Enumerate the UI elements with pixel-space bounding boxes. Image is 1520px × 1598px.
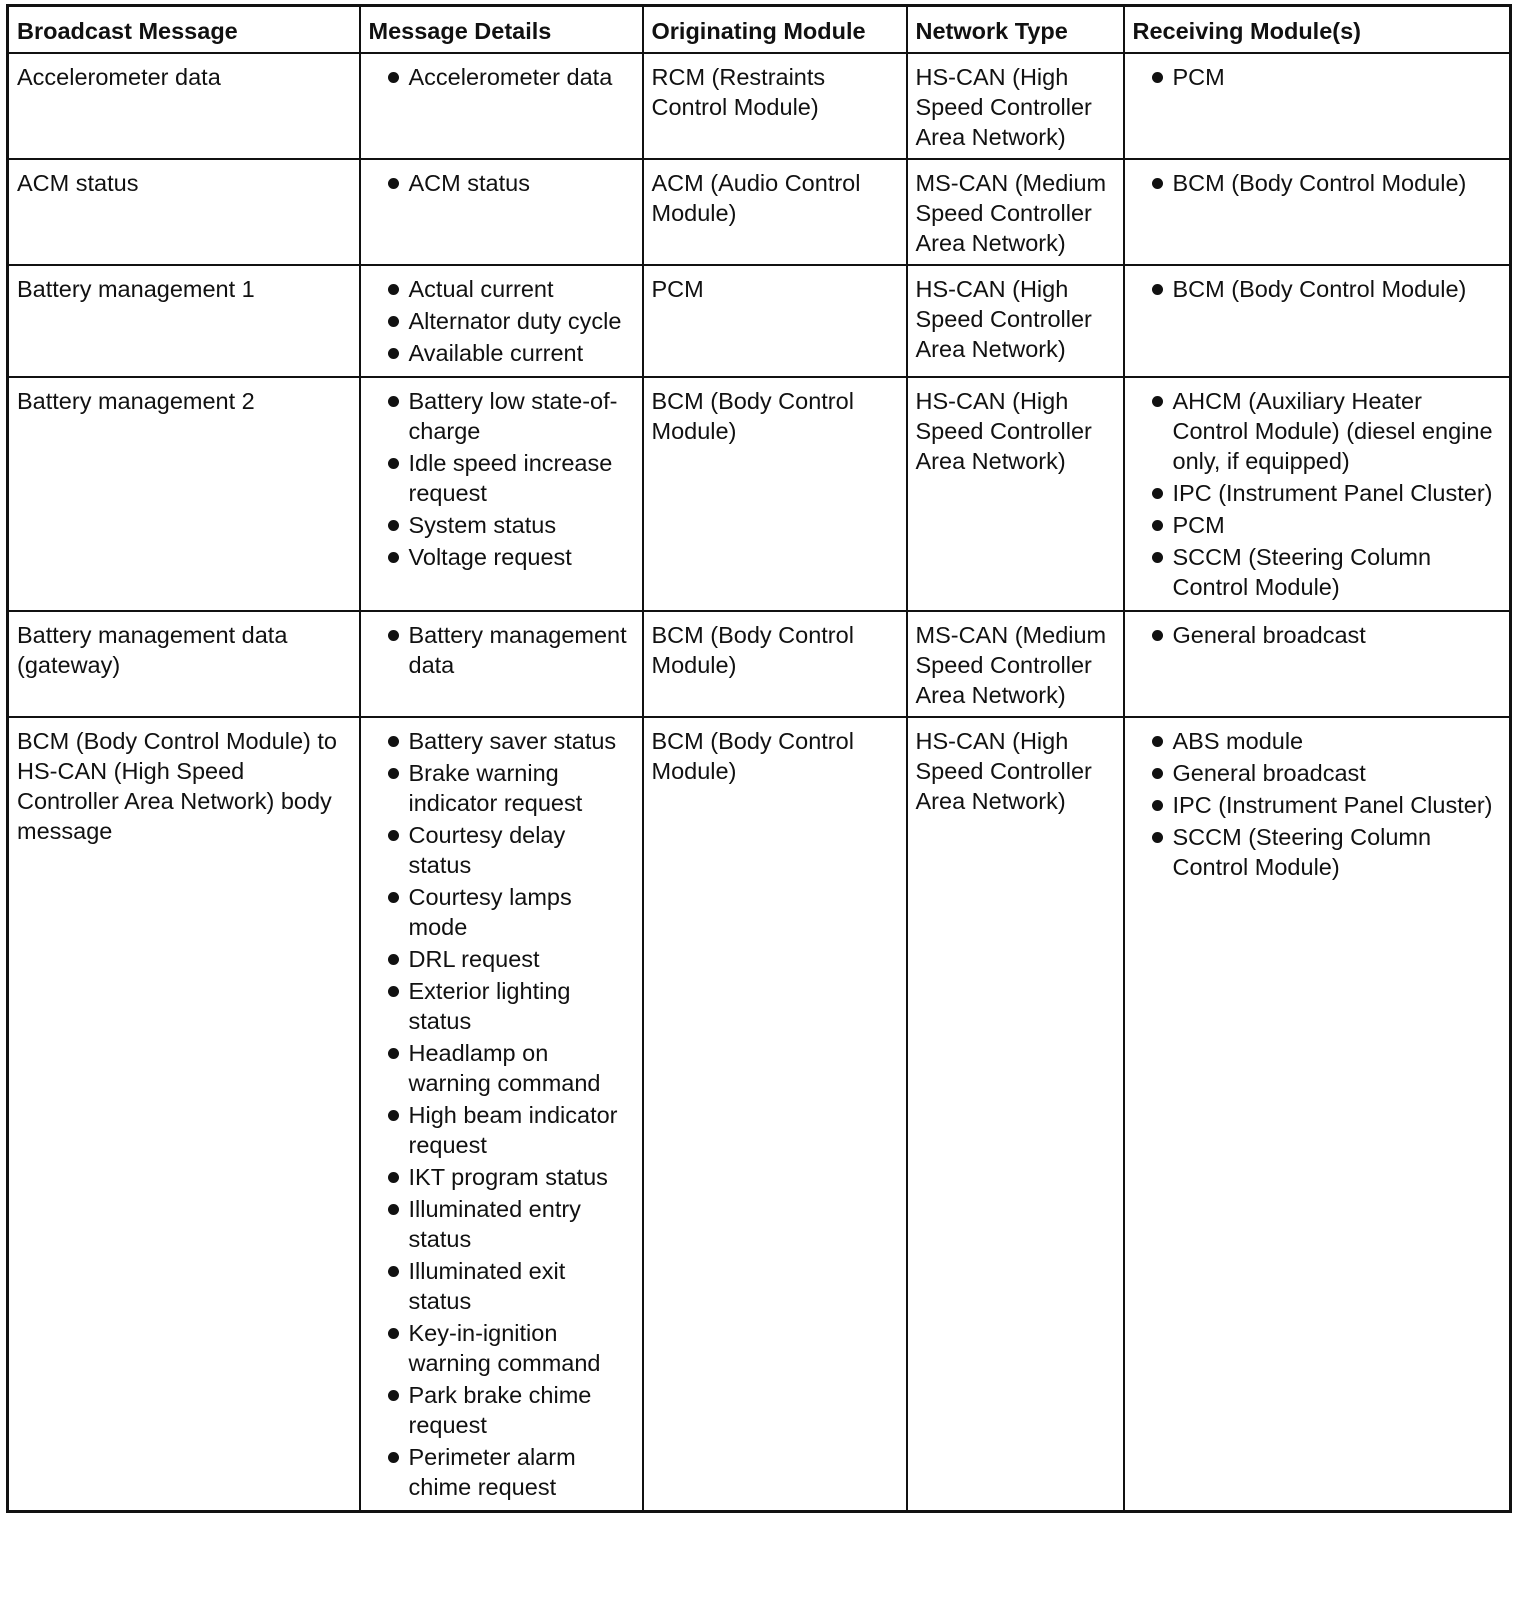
detail-item: Battery low state-of-charge (369, 386, 634, 446)
receivers-list (1133, 620, 1502, 650)
detail-item: Actual current (369, 274, 634, 304)
cell-network-type: HS-CAN (High Speed Controller Area Network) (907, 717, 1124, 1512)
receiver-item: PCM (1133, 62, 1502, 92)
receivers-list (1133, 274, 1502, 304)
receiver-item: ABS module (1133, 726, 1502, 756)
cell-network-type: MS-CAN (Medium Speed Controller Area Network) (907, 611, 1124, 717)
receivers-list (1133, 168, 1502, 198)
broadcast-message-table (6, 4, 1512, 1513)
cell-network-type: HS-CAN (High Speed Controller Area Network) (907, 265, 1124, 377)
cell-network-type: MS-CAN (Medium Speed Controller Area Network) (907, 159, 1124, 265)
detail-item: Battery management data (369, 620, 634, 680)
details-list (369, 386, 634, 572)
detail-item: Idle speed increase request (369, 448, 634, 508)
cell-receiving-modules (1124, 717, 1511, 1512)
receivers-list (1133, 386, 1502, 602)
header-message-details: Message Details (360, 6, 643, 54)
receiver-item: PCM (1133, 510, 1502, 540)
header-originating-module: Originating Module (643, 6, 907, 54)
header-broadcast-message: Broadcast Message (8, 6, 360, 54)
cell-message-details (360, 377, 643, 611)
detail-item: Illuminated entry status (369, 1194, 634, 1254)
receiver-item: General broadcast (1133, 758, 1502, 788)
receiver-item: IPC (Instrument Panel Cluster) (1133, 478, 1502, 508)
cell-originating-module: RCM (Restraints Control Module) (643, 53, 907, 159)
cell-broadcast-message: Accelerometer data (8, 53, 360, 159)
receiver-item: SCCM (Steering Column Control Module) (1133, 542, 1502, 602)
receivers-list (1133, 726, 1502, 882)
detail-item: Available current (369, 338, 634, 368)
table-row (8, 611, 1511, 717)
details-list (369, 62, 634, 92)
details-list (369, 620, 634, 680)
cell-broadcast-message: Battery management data (gateway) (8, 611, 360, 717)
table-row (8, 159, 1511, 265)
table-row (8, 717, 1511, 1512)
cell-originating-module: BCM (Body Control Module) (643, 611, 907, 717)
detail-item: Headlamp on warning command (369, 1038, 634, 1098)
details-list (369, 726, 634, 1502)
table-body (8, 53, 1511, 1512)
cell-receiving-modules (1124, 611, 1511, 717)
cell-broadcast-message: Battery management 2 (8, 377, 360, 611)
cell-network-type: HS-CAN (High Speed Controller Area Network) (907, 377, 1124, 611)
detail-item: DRL request (369, 944, 634, 974)
detail-item: Exterior lighting status (369, 976, 634, 1036)
table-row (8, 265, 1511, 377)
detail-item: Accelerometer data (369, 62, 634, 92)
cell-message-details (360, 159, 643, 265)
detail-item: Courtesy lamps mode (369, 882, 634, 942)
cell-message-details (360, 717, 643, 1512)
detail-item: High beam indicator request (369, 1100, 634, 1160)
table-header-row (8, 6, 1511, 54)
details-list (369, 168, 634, 198)
detail-item: Park brake chime request (369, 1380, 634, 1440)
cell-broadcast-message: BCM (Body Control Module) to HS-CAN (High Speed Controller Area Network) body message (8, 717, 360, 1512)
cell-originating-module: PCM (643, 265, 907, 377)
cell-receiving-modules (1124, 265, 1511, 377)
cell-receiving-modules (1124, 377, 1511, 611)
detail-item: ACM status (369, 168, 634, 198)
cell-originating-module: ACM (Audio Control Module) (643, 159, 907, 265)
cell-receiving-modules (1124, 53, 1511, 159)
table-row (8, 377, 1511, 611)
cell-originating-module: BCM (Body Control Module) (643, 377, 907, 611)
receivers-list (1133, 62, 1502, 92)
detail-item: Illuminated exit status (369, 1256, 634, 1316)
detail-item: Perimeter alarm chime request (369, 1442, 634, 1502)
detail-item: Key-in-ignition warning command (369, 1318, 634, 1378)
receiver-item: General broadcast (1133, 620, 1502, 650)
cell-originating-module: BCM (Body Control Module) (643, 717, 907, 1512)
detail-item: Battery saver status (369, 726, 634, 756)
detail-item: IKT program status (369, 1162, 634, 1192)
cell-broadcast-message: Battery management 1 (8, 265, 360, 377)
cell-receiving-modules (1124, 159, 1511, 265)
detail-item: Alternator duty cycle (369, 306, 634, 336)
detail-item: Brake warning indicator request (369, 758, 634, 818)
cell-network-type: HS-CAN (High Speed Controller Area Network) (907, 53, 1124, 159)
receiver-item: BCM (Body Control Module) (1133, 274, 1502, 304)
cell-message-details (360, 611, 643, 717)
cell-message-details (360, 53, 643, 159)
cell-broadcast-message: ACM status (8, 159, 360, 265)
header-receiving-modules: Receiving Module(s) (1124, 6, 1511, 54)
detail-item: Courtesy delay status (369, 820, 634, 880)
header-network-type: Network Type (907, 6, 1124, 54)
receiver-item: SCCM (Steering Column Control Module) (1133, 822, 1502, 882)
receiver-item: IPC (Instrument Panel Cluster) (1133, 790, 1502, 820)
detail-item: System status (369, 510, 634, 540)
receiver-item: AHCM (Auxiliary Heater Control Module) (diesel engine only, if equipped) (1133, 386, 1502, 476)
receiver-item: BCM (Body Control Module) (1133, 168, 1502, 198)
details-list (369, 274, 634, 368)
cell-message-details (360, 265, 643, 377)
table-row (8, 53, 1511, 159)
detail-item: Voltage request (369, 542, 634, 572)
